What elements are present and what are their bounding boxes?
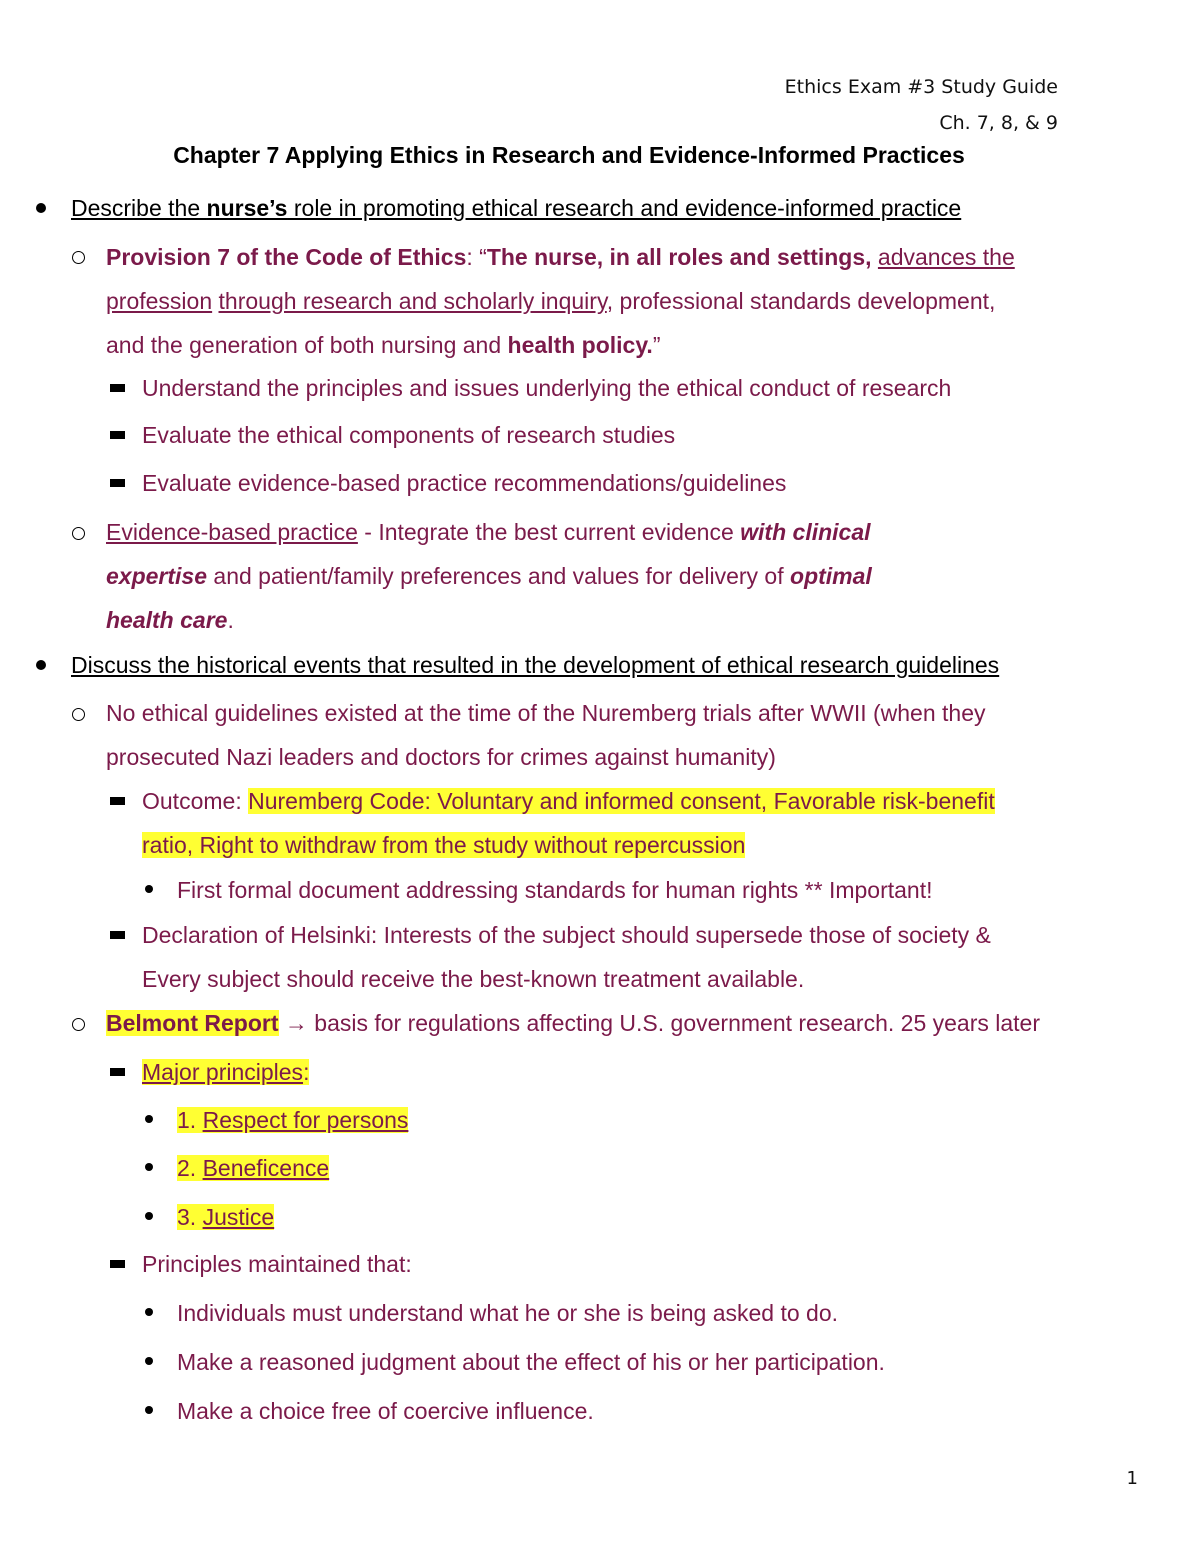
provision-item: Understand the principles and issues underlying the ethical conduct of research — [142, 375, 952, 401]
provision-text: , professional standards development, — [606, 288, 996, 314]
objective-1-bold: nurse’s — [206, 195, 288, 221]
outcome-highlight: ratio, Right to withdraw from the study without repercussion — [142, 832, 746, 858]
outcome-highlight: Nuremberg Code: Voluntary and informed consent, Favorable risk-benefit — [248, 788, 995, 814]
circle-bullet-icon — [72, 251, 85, 264]
provision-text: ” — [652, 332, 661, 358]
ebp-line-1 — [106, 517, 871, 547]
square-bullet-icon — [110, 431, 125, 439]
ebp-line-2 — [106, 561, 872, 591]
provision-text: The nurse, in all roles and settings — [486, 244, 866, 270]
belmont-line — [106, 1008, 1040, 1038]
provision-line-1 — [106, 242, 1015, 272]
principle-name: Justice — [202, 1204, 275, 1230]
maintained-item: Make a reasoned judgment about the effect of his or her participation. — [177, 1349, 885, 1375]
maintained-item: Individuals must understand what he or she is being asked to do. — [177, 1300, 839, 1326]
bullet-icon — [36, 203, 46, 213]
square-bullet-icon — [110, 1260, 125, 1268]
dot-bullet-icon — [145, 1357, 153, 1365]
principle-item — [177, 1153, 329, 1183]
helsinki-line-2: Every subject should receive the best-known treatment available. — [142, 966, 805, 992]
ebp-text: - Integrate the best current evidence — [357, 519, 741, 545]
dot-bullet-icon — [145, 885, 153, 893]
principle-number: 1. — [177, 1107, 203, 1133]
principle-name: Respect for persons — [202, 1107, 409, 1133]
principle-item — [177, 1202, 274, 1232]
major-principles — [142, 1057, 309, 1087]
ebp-text: and patient/family preferences and values for delivery of — [207, 563, 791, 589]
dot-bullet-icon — [145, 1163, 153, 1171]
outcome-line-2 — [142, 830, 745, 860]
circle-bullet-icon — [72, 527, 85, 540]
ebp-emphasis: health care — [106, 607, 228, 633]
ebp-emphasis: expertise — [106, 563, 208, 589]
page-number: 1 — [1126, 1468, 1138, 1489]
dot-bullet-icon — [145, 1115, 153, 1123]
ebp-emphasis: with clinical — [740, 519, 871, 545]
belmont-text: → basis for regulations affecting U.S. government research. 25 years later — [278, 1010, 1041, 1036]
dot-bullet-icon — [145, 1308, 153, 1316]
maintained-item: Make a choice free of coercive influence. — [177, 1398, 594, 1424]
principle-number: 3. — [177, 1204, 203, 1230]
provision-item: Evaluate evidence-based practice recommendations/guidelines — [142, 470, 787, 496]
square-bullet-icon — [110, 931, 125, 939]
dot-bullet-icon — [145, 1212, 153, 1220]
square-bullet-icon — [110, 479, 125, 487]
ebp-term: Evidence-based practice — [106, 519, 358, 545]
nuremberg-line-2: prosecuted Nazi leaders and doctors for crimes against humanity) — [106, 744, 776, 770]
objective-1 — [71, 193, 961, 223]
principle-number: 2. — [177, 1155, 203, 1181]
major-principles-label: Major principles — [142, 1059, 304, 1085]
provision-text: : “ — [466, 244, 487, 270]
provision-label: Provision 7 of the Code of Ethics — [106, 244, 467, 270]
provision-bold: health policy. — [507, 332, 653, 358]
major-principles-colon: : — [303, 1059, 310, 1085]
objective-1-part: Describe the — [71, 195, 207, 221]
belmont-label: Belmont Report — [106, 1010, 279, 1036]
provision-text: and the generation of both nursing and — [106, 332, 508, 358]
provision-underlined: profession — [106, 288, 213, 314]
dot-bullet-icon — [145, 1406, 153, 1414]
provision-item: Evaluate the ethical components of research studies — [142, 422, 676, 448]
ebp-text: . — [227, 607, 234, 633]
principles-maintained: Principles maintained that: — [142, 1251, 412, 1277]
principle-item — [177, 1105, 408, 1135]
objective-2: Discuss the historical events that resulted in the development of ethical research guidelines — [71, 652, 1000, 678]
provision-underlined: advances the — [877, 244, 1015, 270]
circle-bullet-icon — [72, 1018, 85, 1031]
outcome-label: Outcome: — [142, 788, 249, 814]
outcome-line-1 — [142, 786, 995, 816]
square-bullet-icon — [110, 1068, 125, 1076]
chapter-title: Chapter 7 Applying Ethics in Research and Evidence-Informed Practices — [173, 142, 965, 168]
ebp-line-3 — [106, 605, 234, 635]
objective-1-part: role in promoting ethical research and evidence-informed practice — [287, 195, 962, 221]
square-bullet-icon — [110, 384, 125, 392]
square-bullet-icon — [110, 797, 125, 805]
helsinki-line-1: Declaration of Helsinki: Interests of the subject should supersede those of society & — [142, 922, 991, 948]
bullet-icon — [36, 660, 46, 670]
nuremberg-line-1: No ethical guidelines existed at the time of the Nuremberg trials after WWII (when they — [106, 700, 986, 726]
provision-line-2 — [106, 286, 995, 316]
provision-line-3 — [106, 330, 661, 360]
ebp-emphasis: optimal — [790, 563, 872, 589]
principle-name: Beneficence — [202, 1155, 330, 1181]
first-formal-note: First formal document addressing standards for human rights ** Important! — [177, 877, 933, 903]
provision-text: , — [865, 244, 878, 270]
provision-underlined: through research and scholarly inquiry — [218, 288, 607, 314]
header-chapters: Ch. 7, 8, & 9 — [939, 112, 1058, 134]
circle-bullet-icon — [72, 708, 85, 721]
header-title: Ethics Exam #3 Study Guide — [784, 76, 1058, 98]
